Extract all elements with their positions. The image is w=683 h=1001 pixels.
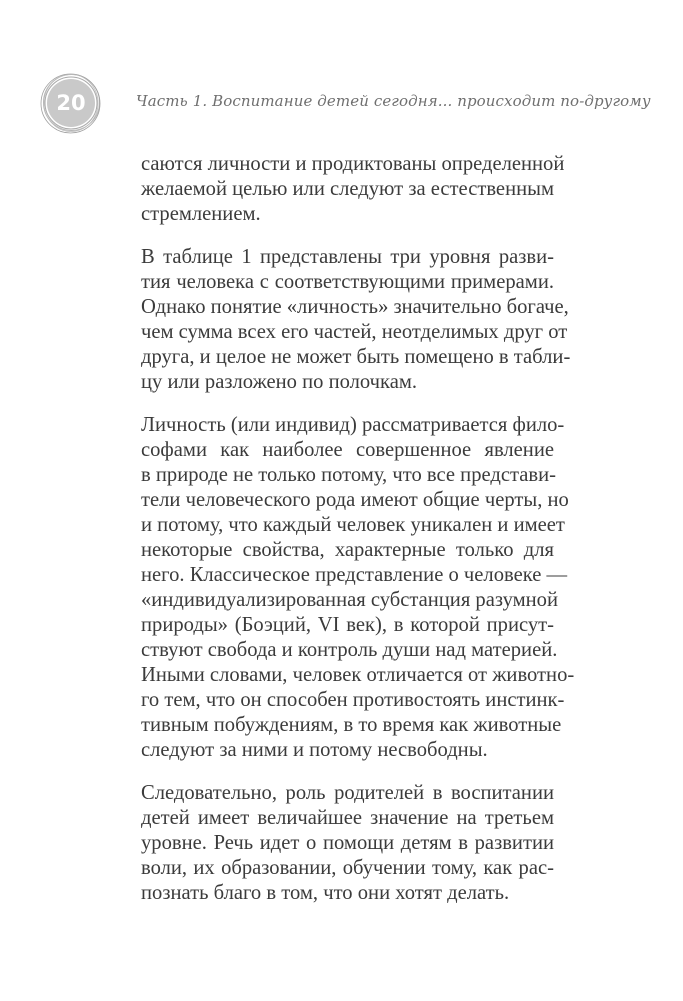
paragraph bbox=[141, 245, 571, 395]
text-line: некоторые свойства, характерные только для bbox=[141, 539, 554, 561]
text-line: тивным побуждениям, в то время как животные bbox=[141, 714, 562, 736]
text-line: Личность (или индивид) рассматривается фило- bbox=[141, 414, 565, 436]
text-line: тия человека с соответствующими примерами. bbox=[141, 271, 554, 293]
text-line: ствуют свобода и контроль души над материей. bbox=[141, 639, 558, 661]
text-line: познать благо в том, что они хотят делать. bbox=[141, 882, 510, 904]
text-line: воли, их образовании, обучении тому, как рас- bbox=[141, 857, 554, 879]
text-line: софами как наиболее совершенное явление bbox=[141, 439, 554, 461]
text-line: Однако понятие «личность» значительно богаче, bbox=[141, 296, 569, 318]
text-line: детей имеет величайшее значение на третьем bbox=[141, 807, 554, 829]
text-line: го тем, что он способен противостоять инстинк- bbox=[141, 689, 565, 711]
text-line: Иными словами, человек отличается от животно- bbox=[141, 664, 575, 686]
text-line: уровне. Речь идет о помощи детям в развитии bbox=[141, 832, 554, 854]
text-line: стремлением. bbox=[141, 203, 261, 225]
text-line: него. Классическое представление о человеке — bbox=[141, 564, 568, 586]
text-line: желаемой целью или следуют за естественным bbox=[141, 178, 554, 200]
text-line: друга, и целое не может быть помещено в табли- bbox=[141, 346, 571, 368]
page-number: 20 bbox=[56, 91, 86, 115]
text-line: и потому, что каждый человек уникален и имеет bbox=[141, 514, 565, 536]
text-line: природы» (Боэций, VI век), в которой присут- bbox=[141, 614, 554, 636]
text-line: В таблице 1 представлены три уровня разви- bbox=[141, 246, 554, 268]
paragraph bbox=[141, 781, 554, 906]
body-text bbox=[141, 152, 575, 924]
text-line: саются личности и продиктованы определенной bbox=[141, 153, 565, 175]
text-line: следуют за ними и потому несвободны. bbox=[141, 739, 488, 761]
text-line: «индивидуализированная субстанция разумной bbox=[141, 589, 558, 611]
paragraph bbox=[141, 152, 565, 227]
running-head: Часть 1. Воспитание детей сегодня... происходит по-другому bbox=[136, 92, 651, 110]
text-line: тели человеческого рода имеют общие черты, но bbox=[141, 489, 569, 511]
text-line: в природе не только потому, что все представи- bbox=[141, 464, 556, 486]
page-number-badge bbox=[40, 72, 102, 134]
text-line: цу или разложено по полочкам. bbox=[141, 371, 418, 393]
text-line: чем сумма всех его частей, неотделимых друг от bbox=[141, 321, 568, 343]
text-line: Следовательно, роль родителей в воспитании bbox=[141, 782, 554, 804]
page-header bbox=[40, 72, 660, 142]
paragraph bbox=[141, 413, 575, 763]
